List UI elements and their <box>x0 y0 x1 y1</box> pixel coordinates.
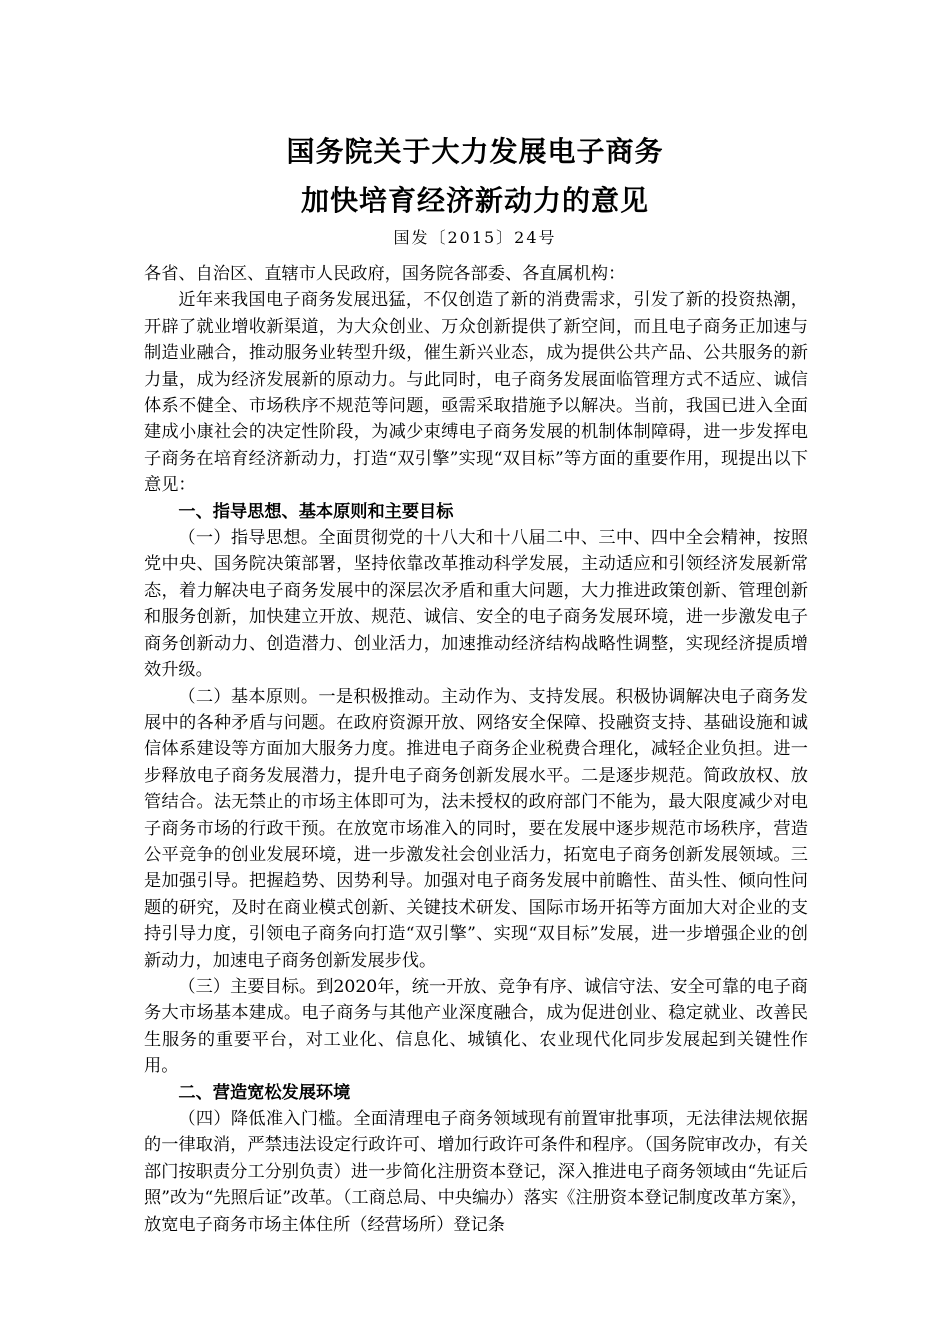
section-heading-1: 一、指导思想、基本原则和主要目标 <box>178 501 454 522</box>
paragraph-text: 落实《注册资本登记制度改革方案》，放宽电子商务市场主体住所（经营场所）登记条 <box>144 1188 808 1235</box>
paragraph-lower-threshold <box>144 1106 808 1238</box>
document-number: 国发〔2015〕24号 <box>393 228 557 247</box>
document-title-line-1: 国务院关于大力发展电子商务 <box>286 135 664 168</box>
intro-paragraph: 近年来我国电子商务发展迅猛，不仅创造了新的消费需求，引发了新的投资热潮，开辟了就业增收新渠道，为大众创业、万众创新提供了新空间，而且电子商务正加速与制造业融合，推动服务业转型升级，催生新兴业态，成为提供公共产品、公共服务的新力量，成为经济发展新的原动力。与此同时，电子商务发展面临管理方式不适应、诚信体系不健全、市场秩序不规范等问题，亟需采取措施予以解决。当前，我国已进入全面建成小康社会的决定性阶段，为减少束缚电子商务发展的机制体制障碍，进一步发挥电子商务在培育经济新动力，打造“双引擎”实现“双目标”等方面的重要作用，现提出以下意见： <box>144 290 808 496</box>
paragraph-text: 全面贯彻党的十八大和十八届二中、三中、四中全会精神，按照党中央、国务院决策部署，坚持依靠改革推动科学发展，主动适应和引领经济发展新常态，着力解决电子商务发展中的深层次矛盾和重大问题，大力推进政策创新、管理创新和服务创新，加快建立开放、规范、诚信、安全的电子商务发展环境，进一步激发电子商务创新动力、创造潜力、创业活力，加速推动经济结构战略性调整，实现经济提质增效升级。 <box>144 528 808 681</box>
document-title-line-2: 加快培育经济新动力的意见 <box>300 184 649 217</box>
responsibility-note: （国务院审改办，有关部门按职责分工分别负责） <box>144 1135 808 1182</box>
responsibility-note: （工商总局、中央编办） <box>342 1188 524 1209</box>
paragraph-lead: （四）降低准入门槛。 <box>178 1109 354 1129</box>
paragraph-text: 全面清理电子商务领域现有前置审批事项，无法律法规依据的一律取消，严禁违法设定行政许可、增加行政许可条件和程序。 <box>144 1109 808 1156</box>
paragraph-lead: （一）指导思想。 <box>178 528 319 549</box>
paragraph-text: 进一步简化注册资本登记，深入推进电子商务领域由“先证后照”改为“先照后证”改革。 <box>144 1161 808 1209</box>
paragraph-basic-principles <box>144 684 808 974</box>
section-heading-2: 二、营造宽松发展环境 <box>178 1082 351 1103</box>
salutation: 各省、自治区、直辖市人民政府，国务院各部委、各直属机构： <box>144 264 626 284</box>
paragraph-guiding-thought <box>144 525 808 683</box>
paragraph-main-goals <box>144 974 808 1080</box>
paragraph-text: 一是积极推动。主动作为、支持发展。积极协调解决电子商务发展中的各种矛盾与问题。在政府资源开放、网络安全保障、投融资支持、基础设施和诚信体系建设等方面加大服务力度。推进电子商务企业税费合理化，减轻企业负担。进一步释放电子商务发展潜力，提升电子商务创新发展水平。二是逐步规范。简政放权、放管结合。法无禁止的市场主体即可为，法未授权的政府部门不能为，最大限度减少对电子商务市场的行政干预。在放宽市场准入的同时，要在发展中逐步规范市场秩序，营造公平竞争的创业发展环境，进一步激发社会创业活力，拓宽电子商务创新发展领域。三是加强引导。把握趋势、因势利导。加强对电子商务发展中前瞻性、苗头性、倾向性问题的研究，及时在商业模式创新、关键技术研发、国际市场开拓等方面加大对企业的支持引导力度，引领电子商务向打造“双引擎”、实现“双目标”发展，进一步增强企业的创新动力，加速电子商务创新发展步伐。 <box>144 686 808 971</box>
paragraph-text: 到2020年，统一开放、竞争有序、诚信守法、安全可靠的电子商务大市场基本建成。电子商务与其他产业深度融合，成为促进创业、稳定就业、改善民生服务的重要平台，对工业化、信息化、城镇化、农业现代化同步发展起到关键性作用。 <box>144 976 808 1077</box>
document-body <box>144 261 808 1238</box>
paragraph-lead: （三）主要目标。 <box>178 976 317 997</box>
paragraph-lead: （二）基本原则。 <box>178 686 319 707</box>
